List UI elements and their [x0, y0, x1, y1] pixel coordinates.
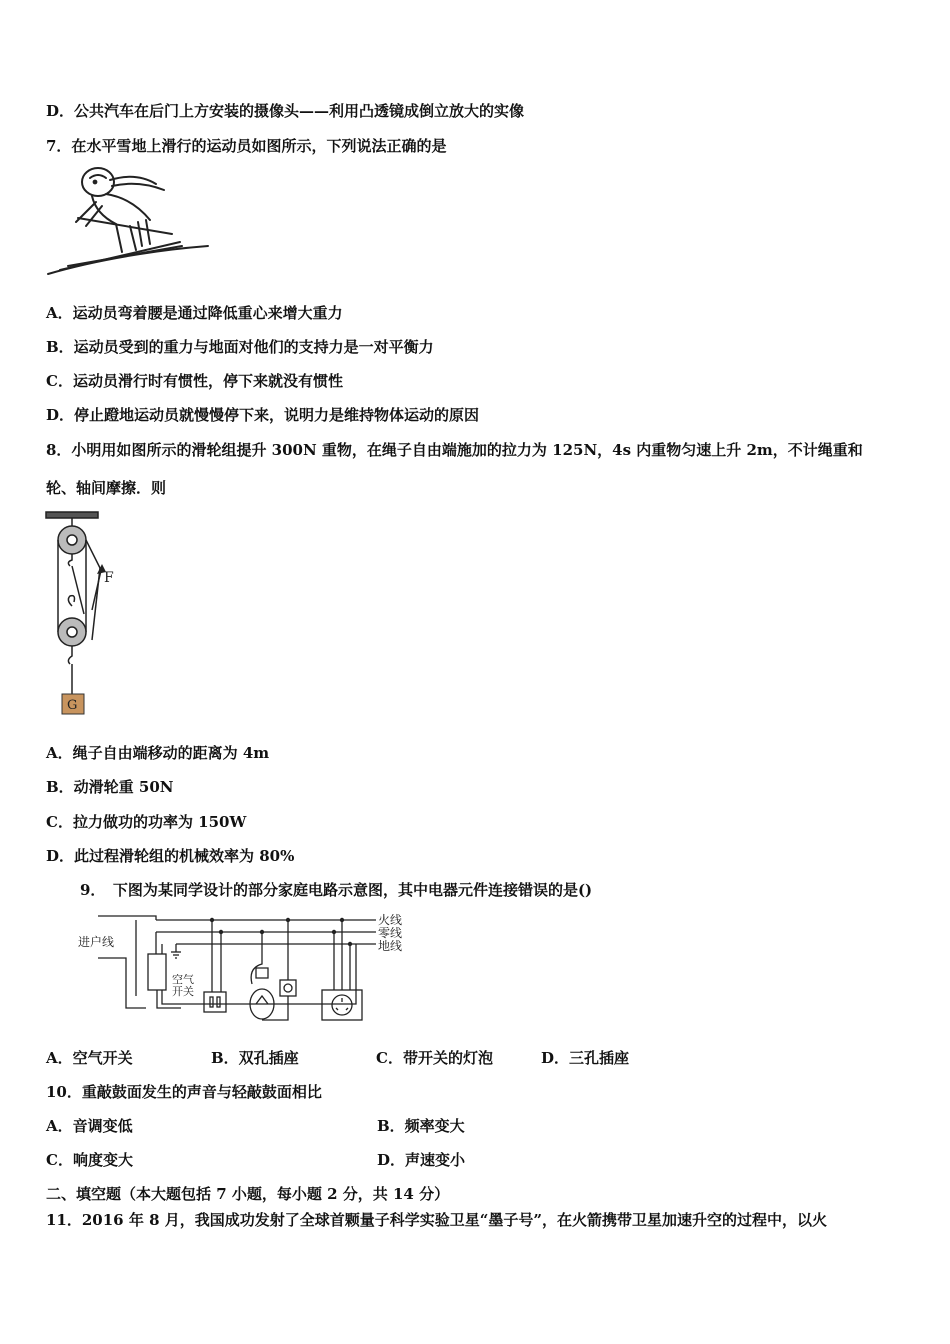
q10-stem: 10．重敲鼓面发生的声音与轻敲鼓面相比: [46, 1083, 322, 1101]
wire-ground-label: 地线: [378, 939, 403, 953]
q10-option-c: C．响度变大: [46, 1151, 133, 1169]
q10-option-b: B．频率变大: [377, 1117, 465, 1135]
q7-option-a: A．运动员弯着腰是通过降低重心来增大重力: [46, 304, 343, 322]
q7-option-c: C．运动员滑行时有惯性，停下来就没有惯性: [46, 372, 343, 390]
circuit-figure: [76, 908, 416, 1033]
q7-option-b: B．运动员受到的重力与地面对他们的支持力是一对平衡力: [46, 338, 434, 356]
q6-option-d: D．公共汽车在后门上方安装的摄像头——利用凸透镜成倒立放大的实像: [46, 102, 525, 120]
q9-option-b: B．双孔插座: [211, 1049, 299, 1067]
q9-option-c: C．带开关的灯泡: [376, 1049, 493, 1067]
q9-options: [46, 1048, 629, 1068]
q10-option-d: D．声速变小: [377, 1151, 466, 1169]
q8-option-a: A．绳子自由端移动的距离为 4m: [46, 744, 270, 762]
q9-stem: 9． 下图为某同学设计的部分家庭电路示意图，其中电器元件连接错误的是(): [80, 881, 593, 899]
force-label: F: [104, 570, 114, 586]
q7-stem: 7．在水平雪地上滑行的运动员如图所示，下列说法正确的是: [46, 137, 447, 155]
air-switch-label: 空气开关: [172, 974, 194, 998]
wire-neutral-label: 零线: [378, 926, 403, 940]
pulley-figure: [40, 510, 130, 720]
skier-figure: [46, 162, 211, 280]
entry-wire-label: 进户线: [78, 935, 115, 949]
q9-option-a: A．空气开关: [46, 1049, 133, 1067]
q8-stem-line1: 8．小明用如图所示的滑轮组提升 300N 重物，在绳子自由端施加的拉力为 125N，4s 内重物匀速上升 2m，不计绳重和: [46, 441, 863, 459]
q10-options-row1: [46, 1116, 465, 1136]
wire-live-label: 火线: [378, 913, 403, 927]
q11-stem: 11．2016 年 8 月，我国成功发射了全球首颗量子科学实验卫星“墨子号”，在火箭携带卫星加速升空的过程中，以火: [46, 1211, 827, 1229]
section2-heading: 二、填空题（本大题包括 7 小题，每小题 2 分，共 14 分）: [46, 1185, 450, 1203]
q9-option-d: D．三孔插座: [541, 1049, 630, 1067]
q8-option-b: B．动滑轮重 50N: [46, 778, 174, 796]
q8-option-d: D．此过程滑轮组的机械效率为 80%: [46, 847, 295, 865]
q8-option-c: C．拉力做功的功率为 150W: [46, 813, 247, 831]
q10-options-row2: [46, 1150, 465, 1170]
q8-stem-line2: 轮、轴间摩擦．则: [46, 479, 167, 497]
q10-option-a: A．音调变低: [46, 1117, 133, 1135]
weight-label: G: [67, 698, 78, 713]
q7-option-d: D．停止蹬地运动员就慢慢停下来，说明力是维持物体运动的原因: [46, 406, 480, 424]
